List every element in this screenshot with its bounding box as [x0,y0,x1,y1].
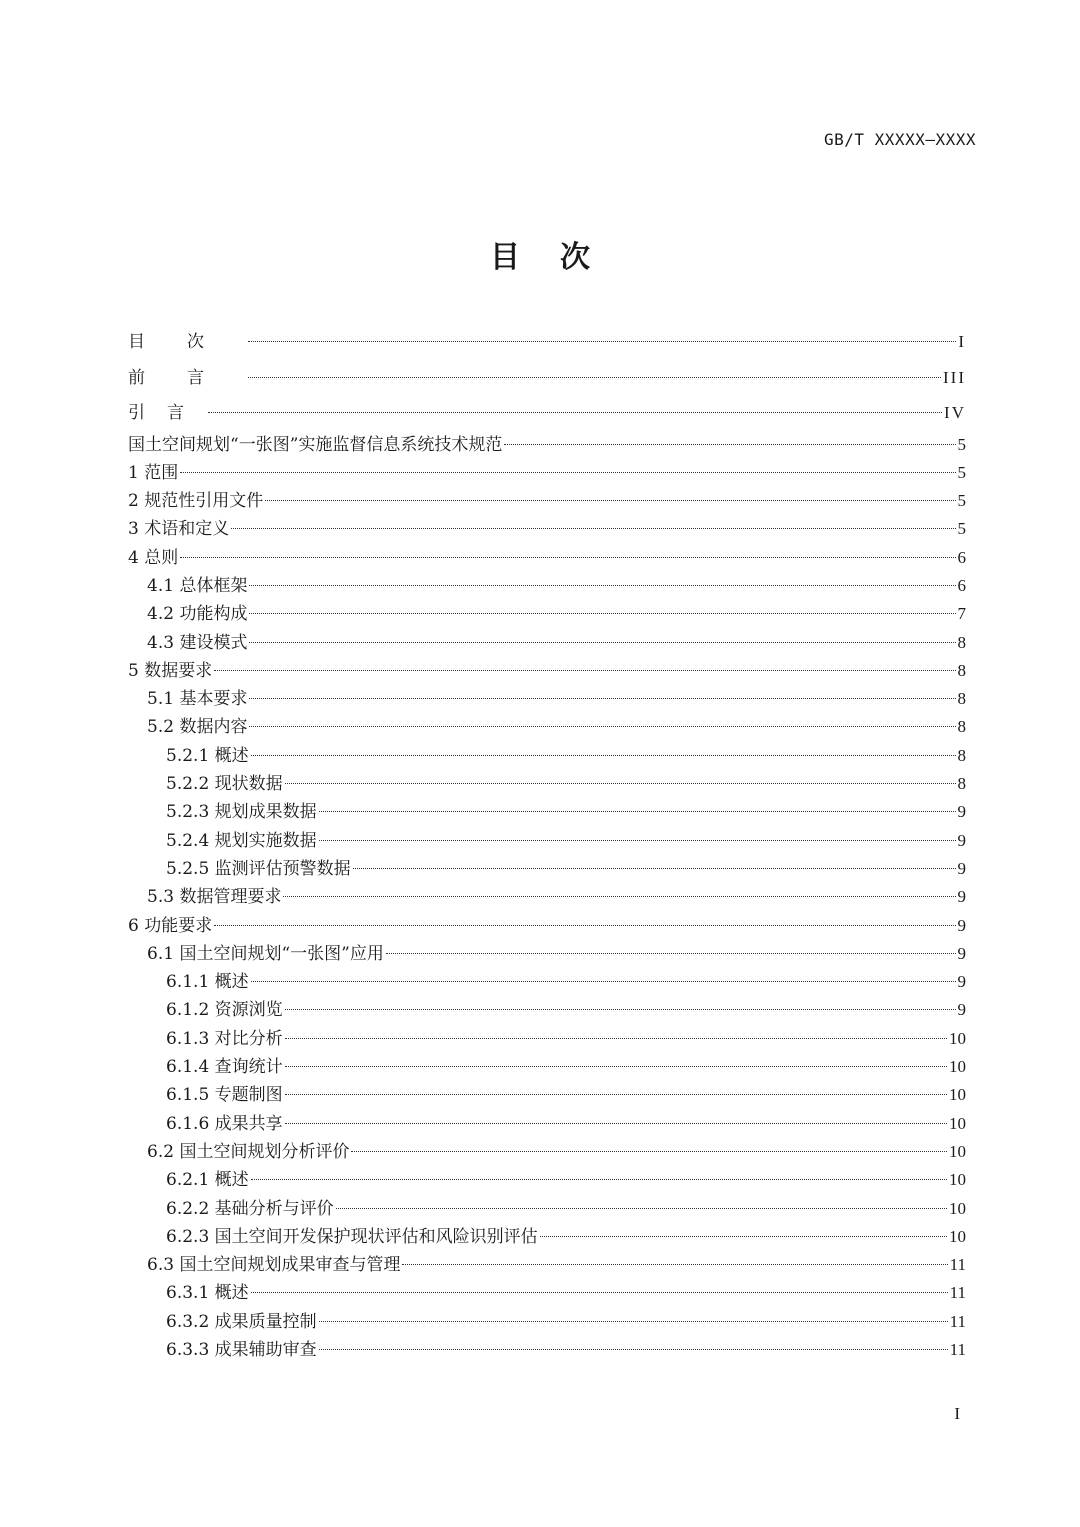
toc-entry[interactable] [128,996,966,1024]
toc-entry-title: 5.2.4 规划实施数据 [166,830,317,851]
toc-entry[interactable] [128,515,966,543]
toc-leader-dots [285,1123,947,1124]
toc-leader-dots [180,472,955,473]
toc-entry-title: 6.1.5 专题制图 [166,1085,283,1106]
toc-leader-dots [248,341,956,342]
toc-entry[interactable] [128,431,966,459]
toc-entry[interactable] [128,1053,966,1081]
toc-entry-page: 9 [957,972,966,992]
toc-entry-page: 10 [949,1028,966,1048]
toc-entry[interactable] [128,1166,966,1194]
page-title: 目次 [490,240,630,275]
toc-leader-dots [249,585,955,586]
toc-entry-title: 4.1 总体框架 [147,575,248,596]
toc-leader-dots [249,698,955,699]
toc-leader-dots [231,528,955,529]
toc-entry-title: 6.1.4 查询统计 [166,1057,283,1078]
toc-entry-page: 10 [949,1141,966,1161]
table-of-contents [128,324,966,1364]
toc-entry-page: 9 [957,943,966,963]
toc-entry[interactable] [128,1251,966,1279]
toc-leader-dots [285,1009,956,1010]
toc-entry-title: 6.2.3 国土空间开发保护现状评估和风险识别评估 [166,1226,538,1247]
toc-leader-dots [285,1066,947,1067]
toc-entry-page: 6 [957,575,966,595]
toc-entry[interactable] [128,572,966,600]
toc-leader-dots [386,953,956,954]
toc-entry[interactable] [128,324,966,360]
toc-entry-title: 6.3.3 成果辅助审查 [166,1340,317,1360]
toc-entry-title: 6.1.2 资源浏览 [166,1000,283,1021]
toc-leader-dots [540,1236,947,1237]
toc-entry-page: 8 [957,689,966,709]
standard-code: GB/T XXXXX—XXXX [824,130,976,149]
toc-entry-page: 8 [957,632,966,652]
toc-entry-page: 10 [949,1198,966,1218]
toc-entry-page: 10 [949,1085,966,1105]
toc-entry-title: 前言 [128,367,246,388]
toc-entry[interactable] [128,1138,966,1166]
toc-entry[interactable] [128,1110,966,1138]
toc-entry-page: 9 [957,802,966,822]
toc-entry[interactable] [128,600,966,628]
toc-entry-title: 6.1.1 概述 [166,972,249,993]
toc-entry-page: 9 [957,887,966,907]
toc-entry-title: 6.1 国土空间规划“一张图”应用 [147,943,384,964]
toc-entry[interactable] [128,685,966,713]
toc-leader-dots [319,840,956,841]
toc-entry-page: 11 [949,1255,966,1275]
toc-entry-title: 5.2.1 概述 [166,745,249,766]
toc-entry-title: 6.2.1 概述 [166,1170,249,1191]
toc-entry-page: 8 [957,774,966,794]
toc-entry-title: 3 术语和定义 [128,519,230,540]
toc-entry[interactable] [128,1279,966,1307]
toc-leader-dots [402,1264,947,1265]
toc-leader-dots [251,1292,948,1293]
toc-entry[interactable] [128,912,966,940]
page-number: I [954,1404,960,1423]
toc-entry-page: 5 [957,519,966,539]
toc-entry-title: 目次 [128,332,246,352]
toc-entry[interactable] [128,968,966,996]
toc-entry-title: 6 功能要求 [128,915,213,936]
toc-leader-dots [336,1208,947,1209]
toc-entry-title: 5.2 数据内容 [147,717,248,738]
toc-entry-page: 9 [957,1000,966,1020]
toc-entry[interactable] [128,1336,966,1364]
toc-leader-dots [319,1321,948,1322]
toc-entry-page: 8 [957,660,966,680]
toc-entry[interactable] [128,827,966,855]
toc-leader-dots [214,925,955,926]
toc-entry-page: 9 [957,915,966,935]
toc-entry-title: 2 规范性引用文件 [128,491,264,512]
toc-entry-title: 4 总则 [128,547,179,568]
toc-leader-dots [319,1349,948,1350]
toc-leader-dots [248,377,941,378]
toc-entry-title: 引言 [128,403,206,423]
toc-leader-dots [251,755,956,756]
toc-entry-title: 5.3 数据管理要求 [147,887,282,908]
toc-entry-page: 7 [957,604,966,624]
toc-leader-dots [214,670,955,671]
toc-entry[interactable] [128,1025,966,1053]
toc-entry-title: 4.2 功能构成 [147,604,248,625]
toc-entry-page: 10 [949,1226,966,1246]
toc-leader-dots [504,444,955,445]
toc-leader-dots [249,726,955,727]
toc-leader-dots [285,783,956,784]
toc-entry-page: 5 [957,491,966,511]
toc-leader-dots [180,557,955,558]
toc-entry[interactable] [128,360,966,396]
toc-entry[interactable] [128,1223,966,1251]
toc-entry-page: 11 [949,1340,966,1359]
toc-entry[interactable] [128,459,966,487]
toc-entry[interactable] [128,855,966,883]
toc-leader-dots [285,1038,947,1039]
toc-leader-dots [351,1151,947,1152]
toc-entry[interactable] [128,657,966,685]
toc-entry-page: IV [944,403,966,422]
toc-entry[interactable] [128,713,966,741]
toc-entry[interactable] [128,883,966,911]
toc-entry-page: 10 [949,1057,966,1077]
toc-entry-title: 5.2.5 监测评估预警数据 [166,858,351,879]
toc-entry-title: 1 范围 [128,462,179,483]
toc-entry[interactable] [128,395,966,431]
toc-entry-page: I [958,332,966,351]
toc-entry-title: 6.1.6 成果共享 [166,1113,283,1134]
toc-entry[interactable] [128,1195,966,1223]
toc-entry[interactable] [128,742,966,770]
toc-entry-page: III [943,367,966,387]
toc-leader-dots [283,896,955,897]
toc-entry-page: 11 [949,1311,966,1331]
toc-leader-dots [251,1179,947,1180]
toc-entry-page: 11 [949,1283,966,1303]
toc-entry[interactable] [128,1308,966,1336]
toc-leader-dots [353,868,956,869]
toc-entry-title: 5 数据要求 [128,660,213,681]
toc-entry-page: 9 [957,858,966,878]
toc-entry-title: 5.2.3 规划成果数据 [166,802,317,823]
toc-entry-title: 4.3 建设模式 [147,632,248,653]
toc-entry-title: 5.2.2 现状数据 [166,774,283,795]
toc-leader-dots [249,642,955,643]
toc-leader-dots [251,981,956,982]
toc-entry-title: 5.1 基本要求 [147,689,248,710]
toc-entry-page: 8 [957,745,966,765]
toc-entry[interactable] [128,798,966,826]
toc-leader-dots [208,412,942,413]
toc-entry[interactable] [128,629,966,657]
toc-entry-title: 6.2 国土空间规划分析评价 [147,1141,350,1162]
toc-leader-dots [285,1094,947,1095]
toc-entry[interactable] [128,770,966,798]
toc-entry-title: 6.3 国土空间规划成果审查与管理 [147,1255,401,1276]
toc-entry-page: 5 [957,434,966,454]
toc-entry-page: 9 [957,830,966,850]
toc-entry-title: 6.1.3 对比分析 [166,1028,283,1049]
toc-entry-page: 10 [949,1113,966,1133]
toc-entry-page: 8 [957,717,966,737]
toc-entry[interactable] [128,940,966,968]
toc-leader-dots [319,811,956,812]
toc-leader-dots [265,500,955,501]
toc-entry-title: 6.2.2 基础分析与评价 [166,1198,334,1219]
toc-entry-page: 5 [957,462,966,482]
toc-entry-title: 国土空间规划“一张图”实施监督信息系统技术规范 [128,434,503,455]
toc-entry[interactable] [128,1081,966,1109]
toc-entry[interactable] [128,544,966,572]
toc-entry-page: 6 [957,547,966,567]
toc-leader-dots [249,613,955,614]
toc-entry-title: 6.3.1 概述 [166,1283,249,1304]
toc-entry[interactable] [128,487,966,515]
toc-entry-page: 10 [949,1170,966,1190]
toc-entry-title: 6.3.2 成果质量控制 [166,1311,317,1332]
